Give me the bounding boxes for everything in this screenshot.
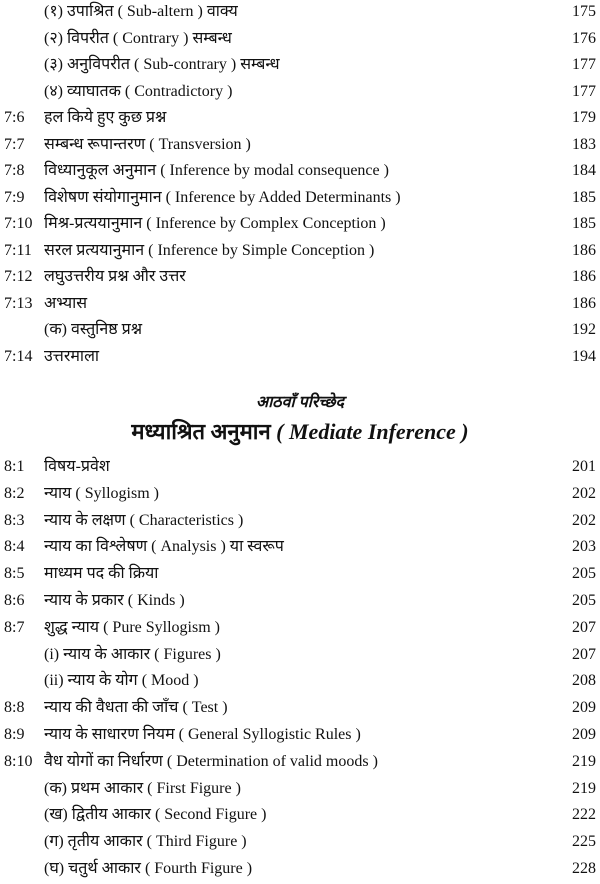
entry-title: मिश्र-प्रत्ययानुमान ( Inference by Complex Conception ) bbox=[44, 215, 386, 232]
toc-entry bbox=[0, 750, 600, 774]
toc-entry bbox=[0, 857, 600, 881]
toc-entry bbox=[0, 509, 600, 533]
entry-page-number: 205 bbox=[572, 592, 596, 609]
toc-entry bbox=[0, 292, 600, 316]
entry-title: शुद्ध न्याय ( Pure Syllogism ) bbox=[44, 618, 220, 636]
entry-page-number: 192 bbox=[572, 321, 596, 338]
toc-entry bbox=[0, 186, 600, 210]
entry-page-number: 228 bbox=[572, 860, 596, 877]
entry-title: न्याय की वैधता की जाँच ( Test ) bbox=[44, 699, 228, 717]
entry-page-number: 205 bbox=[572, 565, 596, 583]
toc-entry bbox=[0, 723, 600, 747]
entry-number: 8:4 bbox=[4, 538, 25, 556]
entry-page-number: 209 bbox=[572, 699, 596, 717]
entry-title: (i) न्याय के आकार ( Figures ) bbox=[44, 645, 221, 663]
entry-title: माध्यम पद की क्रिया bbox=[44, 565, 159, 583]
entry-number: 7:14 bbox=[4, 347, 33, 365]
entry-title: वैध योगों का निर्धारण ( Determination of valid moods ) bbox=[44, 752, 378, 770]
entry-number: 8:1 bbox=[4, 458, 25, 475]
toc-entry bbox=[0, 159, 600, 183]
entry-page-number: 177 bbox=[572, 56, 596, 73]
entry-page-number: 176 bbox=[572, 29, 596, 47]
entry-page-number: 202 bbox=[572, 484, 596, 502]
entry-title: (२) विपरीत ( Contrary ) सम्बन्ध bbox=[44, 29, 232, 47]
entry-title: न्याय के साधारण नियम ( General Syllogistic Rules ) bbox=[44, 726, 361, 743]
toc-entry bbox=[0, 27, 600, 51]
chapter-title-english: ( Mediate Inference ) bbox=[276, 419, 469, 444]
entry-title: न्याय के लक्षण ( Characteristics ) bbox=[44, 511, 244, 529]
chapter-title bbox=[0, 416, 600, 446]
toc-entry bbox=[0, 133, 600, 157]
entry-number: 8:10 bbox=[4, 752, 33, 770]
entry-page-number: 185 bbox=[572, 188, 596, 206]
entry-number: 8:9 bbox=[4, 726, 25, 743]
entry-number: 8:2 bbox=[4, 484, 25, 502]
toc-entry bbox=[0, 0, 600, 24]
entry-number: 7:11 bbox=[4, 241, 32, 259]
toc-entry bbox=[0, 643, 600, 667]
toc-entry bbox=[0, 535, 600, 559]
toc-entry bbox=[0, 562, 600, 586]
chapter-title-hindi: मध्याश्रित अनुमान bbox=[131, 419, 271, 444]
entry-page-number: 183 bbox=[572, 135, 596, 153]
entry-number: 7:12 bbox=[4, 268, 33, 285]
entry-title: (१) उपाश्रित ( Sub-altern ) वाक्य bbox=[44, 3, 238, 20]
entry-page-number: 177 bbox=[572, 82, 596, 100]
toc-entry bbox=[0, 53, 600, 77]
toc-entry bbox=[0, 80, 600, 104]
entry-title: लघुउत्तरीय प्रश्न और उत्तर bbox=[44, 268, 186, 285]
toc-entry bbox=[0, 482, 600, 506]
entry-number: 7:13 bbox=[4, 294, 33, 312]
entry-number: 8:8 bbox=[4, 699, 25, 717]
entry-number: 7:7 bbox=[4, 135, 25, 153]
entry-number: 8:5 bbox=[4, 565, 25, 583]
entry-title: (ख) द्वितीय आकार ( Second Figure ) bbox=[44, 806, 267, 824]
entry-page-number: 201 bbox=[572, 458, 596, 475]
entry-title: विषय-प्रवेश bbox=[44, 458, 110, 475]
toc-entry bbox=[0, 106, 600, 130]
entry-title: न्याय के प्रकार ( Kinds ) bbox=[44, 592, 185, 609]
toc-entry bbox=[0, 455, 600, 479]
entry-title: (क) वस्तुनिष्ठ प्रश्न bbox=[44, 321, 143, 338]
entry-number: 7:10 bbox=[4, 215, 33, 232]
entry-title: विशेषण संयोगानुमान ( Inference by Added Determinants ) bbox=[44, 188, 401, 206]
entry-title: न्याय ( Syllogism ) bbox=[44, 484, 159, 502]
entry-title: (३) अनुविपरीत ( Sub-contrary ) सम्बन्ध bbox=[44, 56, 280, 73]
toc-entry bbox=[0, 345, 600, 369]
toc-entry bbox=[0, 669, 600, 693]
entry-title: (क) प्रथम आकार ( First Figure ) bbox=[44, 779, 241, 797]
entry-page-number: 207 bbox=[572, 618, 596, 636]
toc-entry bbox=[0, 265, 600, 289]
entry-title: (घ) चतुर्थ आकार ( Fourth Figure ) bbox=[44, 860, 253, 877]
entry-page-number: 186 bbox=[572, 294, 596, 312]
entry-page-number: 209 bbox=[572, 726, 596, 743]
entry-page-number: 222 bbox=[572, 806, 596, 824]
entry-title: (ii) न्याय के योग ( Mood ) bbox=[44, 672, 199, 690]
entry-title: (४) व्याघातक ( Contradictory ) bbox=[44, 82, 233, 100]
entry-title: विध्यानुकूल अनुमान ( Inference by modal consequence ) bbox=[44, 162, 389, 179]
entry-page-number: 186 bbox=[572, 268, 596, 285]
entry-page-number: 184 bbox=[572, 162, 596, 179]
toc-entry bbox=[0, 696, 600, 720]
entry-title: उत्तरमाला bbox=[44, 347, 100, 365]
entry-page-number: 207 bbox=[572, 645, 596, 663]
entry-title: अभ्यास bbox=[44, 294, 88, 312]
entry-page-number: 194 bbox=[572, 347, 596, 365]
toc-entry bbox=[0, 589, 600, 613]
toc-entry bbox=[0, 803, 600, 827]
entry-number: 8:7 bbox=[4, 618, 25, 636]
entry-page-number: 225 bbox=[572, 833, 596, 851]
entry-number: 7:6 bbox=[4, 109, 25, 126]
entry-page-number: 179 bbox=[572, 109, 596, 126]
chapter-label: आठवाँ परिच्छेद bbox=[255, 394, 345, 411]
toc-entry bbox=[0, 212, 600, 236]
entry-title: सरल प्रत्ययानुमान ( Inference by Simple Conception ) bbox=[44, 241, 375, 259]
entry-page-number: 208 bbox=[572, 672, 596, 690]
entry-page-number: 175 bbox=[572, 3, 596, 20]
entry-page-number: 185 bbox=[572, 215, 596, 232]
entry-number: 7:8 bbox=[4, 162, 25, 179]
entry-title: न्याय का विश्लेषण ( Analysis ) या स्वरूप bbox=[44, 538, 284, 556]
entry-page-number: 186 bbox=[572, 241, 596, 259]
toc-entry bbox=[0, 777, 600, 801]
entry-number: 8:6 bbox=[4, 592, 25, 609]
toc-entry bbox=[0, 318, 600, 342]
toc-entry bbox=[0, 616, 600, 640]
entry-page-number: 202 bbox=[572, 511, 596, 529]
entry-number: 7:9 bbox=[4, 188, 25, 206]
entry-page-number: 219 bbox=[572, 752, 596, 770]
toc-entry bbox=[0, 239, 600, 263]
entry-page-number: 219 bbox=[572, 779, 596, 797]
entry-page-number: 203 bbox=[572, 538, 596, 556]
entry-number: 8:3 bbox=[4, 511, 25, 529]
entry-title: सम्बन्ध रूपान्तरण ( Transversion ) bbox=[44, 135, 251, 153]
toc-entry bbox=[0, 830, 600, 854]
entry-title: हल किये हुए कुछ प्रश्न bbox=[44, 109, 167, 126]
entry-title: (ग) तृतीय आकार ( Third Figure ) bbox=[44, 833, 247, 851]
